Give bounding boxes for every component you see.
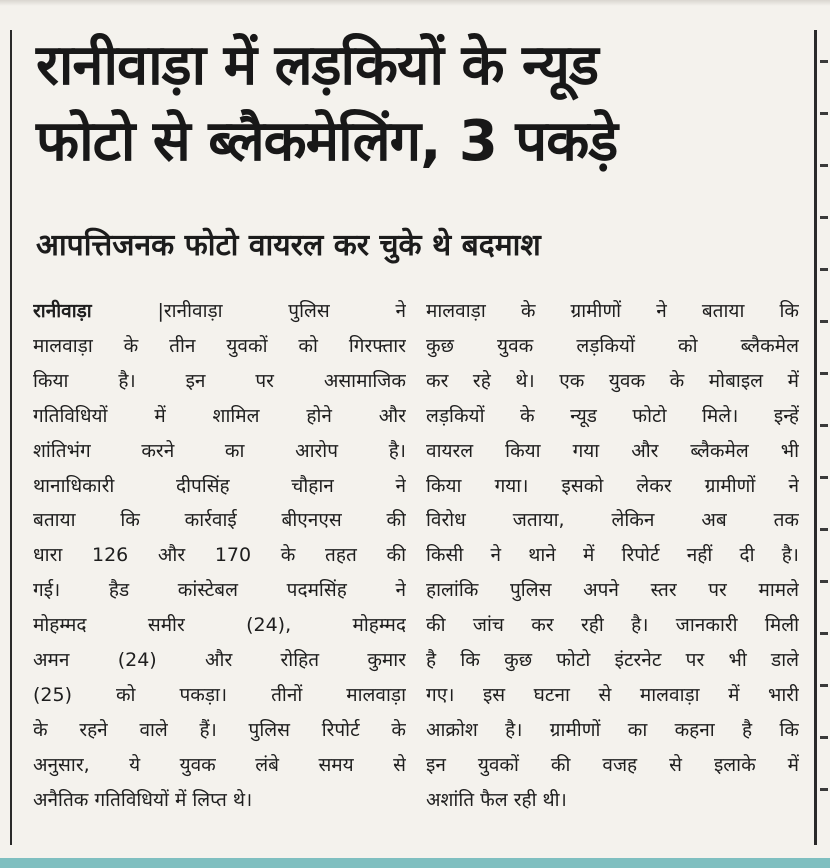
headline xyxy=(36,28,806,180)
article-line: है कि कुछ फोटो इंटरनेट पर भी डाले xyxy=(426,649,799,672)
article-line: बताया कि कार्रवाई बीएनएस की xyxy=(33,509,406,532)
right-column-rule xyxy=(814,30,817,845)
article-line: अनैतिक गतिविधियों में लिप्त थे। xyxy=(33,788,253,811)
article-line: गए। इस घटना से मालवाड़ा में भारी xyxy=(426,683,799,706)
article-column-left xyxy=(33,294,406,818)
article-line: अशांति फैल रही थी। xyxy=(426,788,567,811)
article-line: किसी ने थाने में रिपोर्ट नहीं दी है। xyxy=(426,544,799,567)
article-line: मोहम्मद समीर (24), मोहम्मद xyxy=(33,614,406,637)
article-line: धारा 126 और 170 के तहत की xyxy=(33,544,406,567)
article-line: विरोध जताया, लेकिन अब तक xyxy=(426,509,799,532)
article-line: हालांकि पुलिस अपने स्तर पर मामले xyxy=(426,579,799,602)
article-column-right xyxy=(426,294,799,818)
adjacent-column-edge xyxy=(820,60,828,840)
article-line: आक्रोश है। ग्रामीणों का कहना है कि xyxy=(426,718,799,741)
article-line: मालवाड़ा के तीन युवकों को गिरफ्तार xyxy=(33,334,406,357)
article-line: (25) को पकड़ा। तीनों मालवाड़ा xyxy=(33,683,406,706)
article-line: कुछ युवक लड़कियों को ब्लैकमेल xyxy=(426,334,799,357)
bottom-border xyxy=(0,858,830,868)
article-line: इन युवकों की वजह से इलाके में xyxy=(426,753,799,776)
article-line: अनुसार, ये युवक लंबे समय से xyxy=(33,753,406,776)
headline-line-1: रानीवाड़ा में लड़कियों के न्यूड xyxy=(36,33,598,98)
article-line: वायरल किया गया और ब्लैकमेल भी xyxy=(426,439,799,462)
article-line: लड़कियों के न्यूड फोटो मिले। इन्हें xyxy=(426,404,799,427)
article-line-text: |रानीवाड़ा पुलिस ने xyxy=(157,300,406,322)
top-edge xyxy=(0,0,830,6)
dateline: रानीवाड़ा xyxy=(33,300,92,322)
article-line: गतिविधियों में शामिल होने और xyxy=(33,404,406,427)
article-line: थानाधिकारी दीपसिंह चौहान ने xyxy=(33,474,406,497)
article-line: के रहने वाले हैं। पुलिस रिपोर्ट के xyxy=(33,718,406,741)
article-line: गई। हैड कांस्टेबल पदमसिंह ने xyxy=(33,579,406,602)
article-line xyxy=(33,294,406,329)
article-line: किया गया। इसको लेकर ग्रामीणों ने xyxy=(426,474,799,497)
headline-line-2: फोटो से ब्लैकमेलिंग, 3 पकड़े xyxy=(36,109,618,174)
article-line: शांतिभंग करने का आरोप है। xyxy=(33,439,406,462)
article-line: किया है। इन पर असामाजिक xyxy=(33,369,406,392)
article-line: की जांच कर रही है। जानकारी मिली xyxy=(426,614,799,637)
article-line: मालवाड़ा के ग्रामीणों ने बताया कि xyxy=(426,300,799,322)
article-line: अमन (24) और रोहित कुमार xyxy=(33,649,406,672)
subheadline: आपत्तिजनक फोटो वायरल कर चुके थे बदमाश xyxy=(36,228,541,263)
article-line: कर रहे थे। एक युवक के मोबाइल में xyxy=(426,369,799,392)
left-column-rule xyxy=(10,30,12,845)
